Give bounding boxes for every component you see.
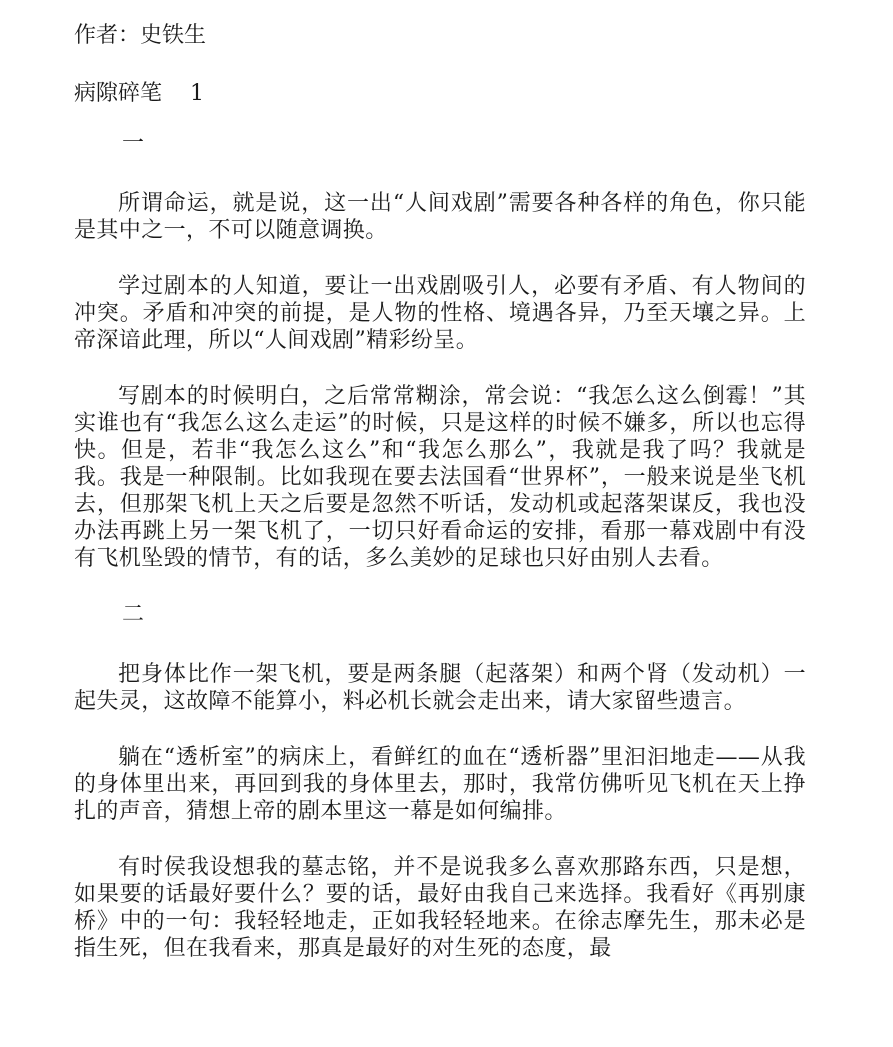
section-heading-1: 一	[122, 131, 145, 156]
paragraph: 所谓命运，就是说，这一出“人间戏剧”需要各种各样的角色，你只能是其中之一，不可以随意调换。	[74, 191, 806, 243]
essay-title-number: 1	[190, 81, 205, 106]
paragraph: 有时侯我设想我的墓志铭，并不是说我多么喜欢那路东西，只是想，如果要的话最好要什么？要的话，最好由我自己来选择。我看好《再别康桥》中的一句：我轻轻地走，正如我轻轻地来。在徐志摩先生，那未必是指生死，但在我看来，那真是最好的对生死的态度，最	[74, 855, 806, 961]
essay-title	[74, 78, 806, 110]
paragraph: 写剧本的时候明白，之后常常糊涂，常会说：“我怎么这么倒霉！”其实谁也有“我怎么这么走运”的时候，只是这样的时候不嫌多，所以也忘得快。但是，若非“我怎么这么”和“我怎么那么”，我就是我了吗？我就是我。我是一种限制。比如我现在要去法国看“世界杯”，一般来说是坐飞机去，但那架飞机上天之后要是忽然不听话，发动机或起落架谋反，我也没办法再跳上另一架飞机了，一切只好看命运的安排，看那一幕戏剧中有没有飞机坠毁的情节，有的话，多么美妙的足球也只好由别人去看。	[74, 384, 806, 571]
author-line: 作者：史铁生	[74, 23, 207, 48]
paragraph: 躺在“透析室”的病床上，看鲜红的血在“透析器”里汩汩地走——从我的身体里出来，再回到我的身体里去，那时，我常仿佛听见飞机在天上挣扎的声音，猜想上帝的剧本里这一幕是如何编排。	[74, 745, 806, 824]
essay-title-text: 病隙碎笔	[74, 81, 163, 106]
document-page	[74, 20, 806, 991]
paragraph: 学过剧本的人知道，要让一出戏剧吸引人，必要有矛盾、有人物间的冲突。矛盾和冲突的前提，是人物的性格、境遇各异，乃至天壤之异。上帝深谙此理，所以“人间戏剧”精彩纷呈。	[74, 274, 806, 353]
section-heading-2: 二	[122, 602, 145, 627]
paragraph: 把身体比作一架飞机，要是两条腿（起落架）和两个肾（发动机）一起失灵，这故障不能算小，料必机长就会走出来，请大家留些遗言。	[74, 662, 806, 714]
